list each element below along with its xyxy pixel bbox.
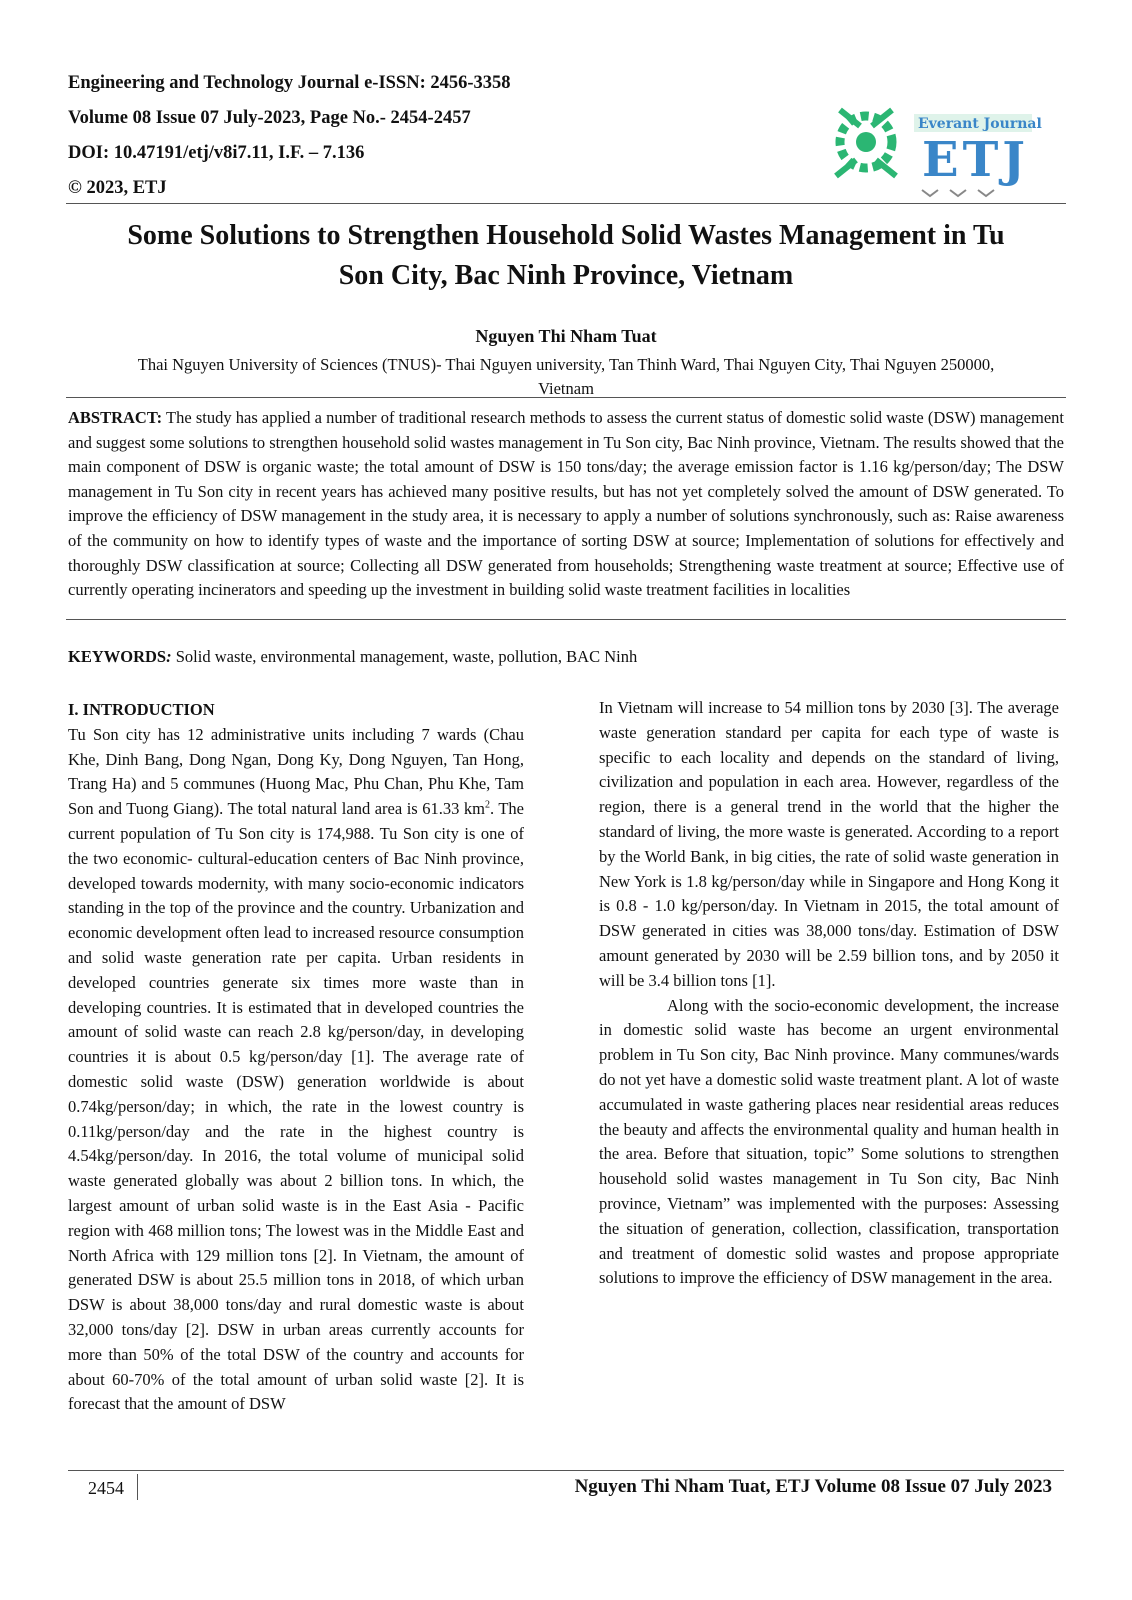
keywords-text: Solid waste, environmental management, waste, pollution, BAC Ninh: [171, 647, 638, 666]
section-heading-introduction: I. INTRODUCTION: [68, 700, 215, 719]
intro-paragraph-1: [68, 723, 524, 1417]
abstract: [68, 406, 1064, 603]
page-number: 2454: [88, 1478, 124, 1498]
keywords-colon: :: [166, 647, 172, 666]
title-line-2: Son City, Bac Ninh Province, Vietnam: [338, 260, 794, 291]
title-line-1: Some Solutions to Strengthen Household Solid Wastes Management in Tu: [127, 220, 1005, 251]
journal-doi: DOI: 10.47191/etj/v8i7.11, I.F. – 7.136: [68, 143, 365, 163]
footer-citation: Nguyen Thi Nham Tuat, ETJ Volume 08 Issue 07 July 2023: [574, 1476, 1052, 1497]
journal-copyright: © 2023, ETJ: [68, 178, 167, 198]
page-number-divider: [137, 1474, 138, 1500]
gear-icon: [836, 110, 896, 176]
abstract-bottom-rule: [66, 619, 1066, 620]
author-name: Nguyen Thi Nham Tuat: [475, 326, 657, 346]
intro-text-a: Tu Son city has 12 administrative units including 7 wards (Chau Khe, Dinh Bang, Dong Ngan, Dong Ky, Dong Nguyen, Tan Hong, Trang Ha) and 5 communes (Huong Mac, Phu Chan, Phu Khe, Tam Son and Tuong Giang). The total natural land area is 61.33 km: [68, 724, 524, 819]
journal-volume: Volume 08 Issue 07 July-2023, Page No.- 2454-2457: [68, 108, 471, 128]
header-rule: [66, 203, 1066, 204]
right-column: [599, 696, 1059, 1291]
abstract-label: ABSTRACT:: [68, 408, 163, 427]
intro-paragraph-1-continued: In Vietnam will increase to 54 million tons by 2030 [3]. The average waste generation standard per capita for each type of waste is specific to each locality and depends on the standard of living, civilization and population in each area. However, regardless of the region, there is a general trend in the world that the higher the standard of living, the more waste is generated. According to a report by the World Bank, in big cities, the rate of solid waste generation in New York is 1.8 kg/person/day while in Singapore and Hong Kong it is 0.8 - 1.0 kg/person/day. In Vietnam in 2015, the total amount of DSW generated in cities was 38,000 tons/day. Estimation of DSW amount generated by 2030 will be 2.59 billion tons, and by 2050 it will be 3.4 billion tons [1].: [599, 698, 1059, 990]
etj-logo: [826, 92, 1046, 200]
affiliation-line-1: Thai Nguyen University of Sciences (TNUS)- Thai Nguyen university, Tan Thinh Ward, Thai Nguyen City, Thai Nguyen 250000,: [137, 355, 995, 374]
footer-rule: [68, 1470, 1064, 1471]
intro-text-b: . The current population of Tu Son city is 174,988. Tu Son city is one of the two economic- cultural-education centers of Bac Ninh province, developed towards modernity, with many socio-economic indicators standing in the top of the province and the country. Urbanization and economic development often lead to increased resource consumption and solid waste generation rate per capita. Urban residents in developed countries generate six times more waste than in developing countries. It is estimated that in developed countries the amount of solid waste can reach 2.8 kg/person/day, in developing countries it is about 0.5 kg/person/day [1]. The average rate of domestic solid waste (DSW) generation worldwide is about 0.74kg/person/day; in which, the rate in the lowest country is 0.11kg/person/day and the rate in the highest country is 4.54kg/person/day. In 2016, the total volume of municipal solid waste generated globally was about 2 billion tons. In which, the largest amount of urban solid waste is in the East Asia - Pacific region with 468 million tons; The lowest was in the Middle East and North Africa with 129 million tons [2]. In Vietnam, the amount of generated DSW is about 25.5 million tons in 2018, of which urban DSW is about 38,000 tons/day and rural domestic waste is about 32,000 tons/day [2]. DSW in urban areas currently accounts for more than 50% of the total DSW of the country and accounts for about 60-70% of the total amount of urban solid waste [2]. It is forecast that the amount of DSW: [68, 799, 524, 1414]
keywords-label: KEYWORDS: [68, 647, 167, 666]
author-affiliation: [66, 353, 1066, 401]
affiliation-line-2: Vietnam: [538, 379, 594, 398]
logo-top-text: Everant Journal: [918, 116, 1042, 132]
journal-issn: Engineering and Technology Journal e-ISSN: 2456-3358: [68, 73, 511, 93]
abstract-text: The study has applied a number of traditional research methods to assess the current status of domestic solid waste (DSW) management and suggest some solutions to strengthen household solid wastes management in Tu Son city, Bac Ninh province, Vietnam. The results showed that the main component of DSW is organic waste; the total amount of DSW is 150 tons/day; the average emission factor is 1.16 kg/person/day; The DSW management in Tu Son city in recent years has achieved many positive results, but has not yet completely solved the amount of DSW generated. To improve the efficiency of DSW management in the study area, it is necessary to apply a number of solutions synchronously, such as: Raise awareness of the community on how to identify types of waste and the importance of sorting DSW at source; Implementation of solutions for effectively and thoroughly DSW classification at source; Collecting all DSW generated from households; Strengthening waste treatment at source; Effective use of currently operating incinerators and speeding up the investment in building solid waste treatment facilities in localities: [68, 408, 1064, 600]
left-column: [68, 698, 524, 1417]
keywords: [68, 647, 1064, 667]
paper-title: [66, 216, 1066, 296]
logo-letters: ETJ: [922, 132, 1030, 188]
superscript-2: 2: [484, 799, 490, 811]
intro-paragraph-2: Along with the socio-economic development, the increase in domestic solid waste has become an urgent environmental problem in Tu Son city, Bac Ninh province. Many communes/wards do not yet have a domestic solid waste treatment plant. A lot of waste accumulated in waste gathering places near residential areas reduces the beauty and affects the environmental quality and human health in the area. Before that situation, topic” Some solutions to strengthen household solid wastes management in Tu Son city, Bac Ninh province, Vietnam” was implemented with the purposes: Assessing the situation of generation, collection, classification, transportation and treatment of domestic solid wastes and propose appropriate solutions to improve the efficiency of DSW management in the area.: [599, 995, 1059, 1288]
abstract-top-rule: [66, 397, 1066, 398]
journal-header: [68, 66, 511, 206]
